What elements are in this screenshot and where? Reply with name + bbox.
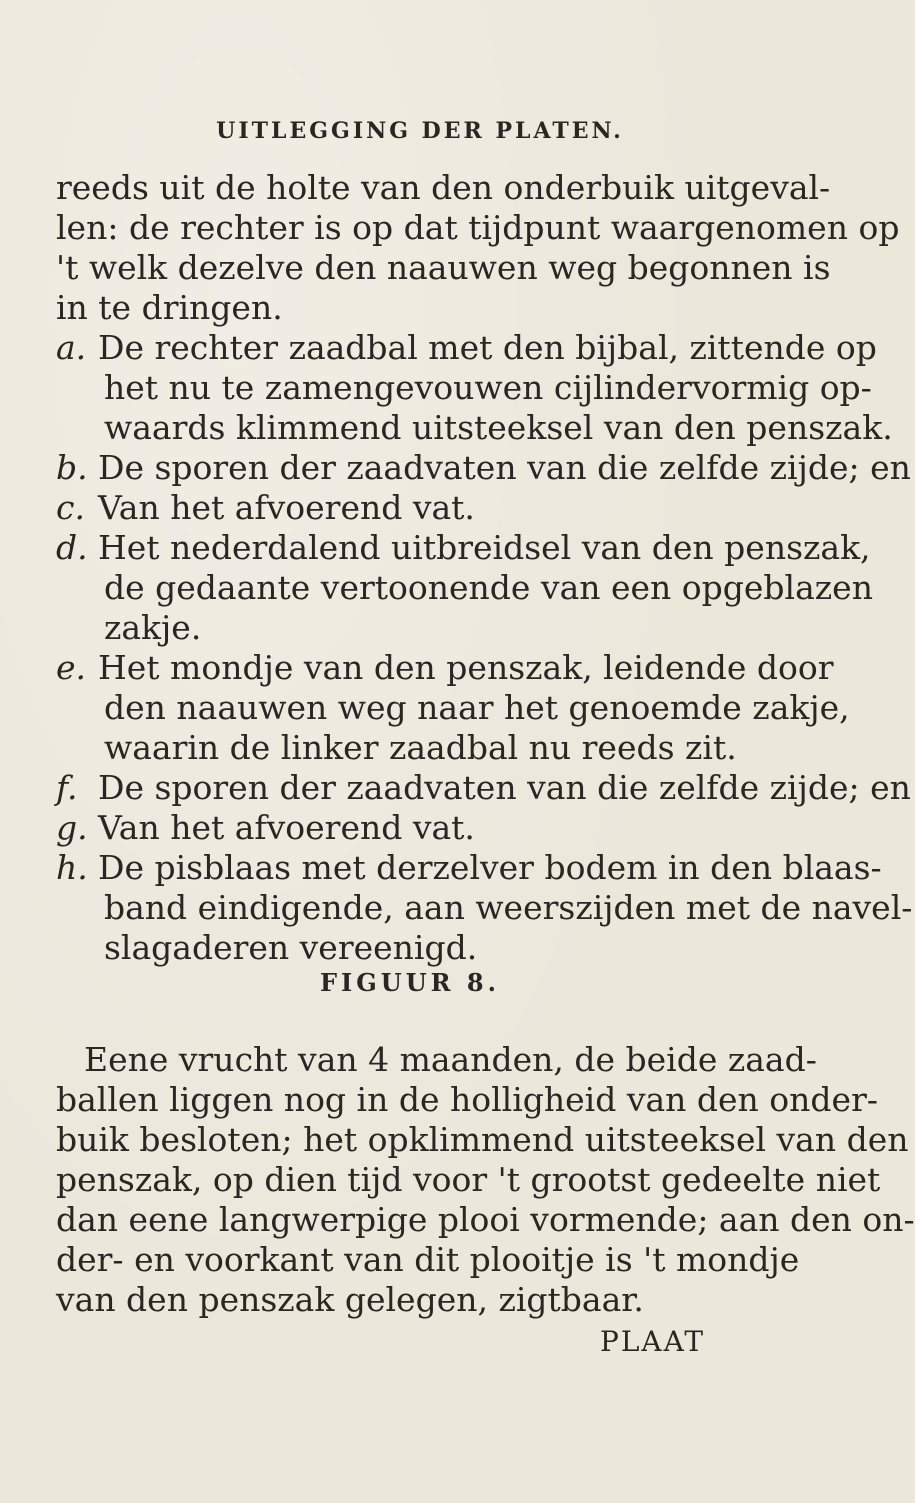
legend-text: den naauwen weg naar het genoemde zakje,	[104, 688, 850, 727]
legend-text: zakje.	[104, 608, 202, 647]
text-line: der- en voorkant van dit plooitje is 't mondje	[56, 1240, 800, 1279]
text-line: buik besloten; het opklimmend uitsteeksel van den	[56, 1120, 909, 1159]
text-line: dan eene langwerpige plooi vormende; aan den on-	[56, 1200, 915, 1239]
legend-text: De sporen der zaadvaten van die zelfde zijde; en	[98, 768, 911, 807]
legend-text: Van het afvoerend vat.	[98, 808, 475, 847]
legend-item-c	[56, 488, 776, 528]
legend-letter: h.	[56, 848, 88, 887]
legend-list	[56, 328, 913, 968]
legend-letter: f.	[56, 768, 78, 807]
intro-text	[56, 168, 900, 328]
legend-text: De rechter zaadbal met den bijbal, zittende op	[98, 328, 877, 367]
legend-text: De sporen der zaadvaten van die zelfde zijde; en	[98, 448, 911, 487]
text-line: reeds uit de holte van den onderbuik uitgeval-	[56, 168, 831, 207]
legend-text: de gedaante vertoonende van een opgeblazen	[104, 568, 873, 607]
legend-item-h	[56, 848, 882, 888]
legend-item-e	[56, 648, 834, 688]
legend-text: Het nederdalend uitbreidsel van den penszak,	[98, 528, 871, 567]
legend-item-a	[56, 328, 877, 368]
figure-heading: FIGUUR 8.	[320, 968, 500, 997]
text-line: penszak, op dien tijd voor 't grootst gedeelte niet	[56, 1160, 881, 1199]
legend-letter: d.	[56, 528, 88, 567]
legend-letter: e.	[56, 648, 87, 687]
legend-letter: g.	[56, 808, 88, 847]
text-line: ballen liggen nog in de holligheid van den onder-	[56, 1080, 879, 1119]
legend-text: De pisblaas met derzelver bodem in den blaas-	[98, 848, 882, 887]
legend-item-b	[56, 448, 911, 488]
legend-letter: c.	[56, 488, 85, 527]
legend-text: waards klimmend uitsteeksel van den penszak.	[104, 408, 893, 447]
text-line: Eene vrucht van 4 maanden, de beide zaad-	[84, 1040, 817, 1079]
legend-item-g	[56, 808, 776, 848]
text-line: van den penszak gelegen, zigtbaar.	[56, 1280, 644, 1319]
text-line: len: de rechter is op dat tijdpunt waargenomen op	[56, 208, 900, 247]
text-line: in te dringen.	[56, 288, 283, 327]
legend-text: slagaderen vereenigd.	[104, 928, 478, 967]
legend-letter: a.	[56, 328, 87, 367]
legend-item-d	[56, 528, 871, 568]
legend-text: Het mondje van den penszak, leidende door	[98, 648, 834, 687]
text-line: 't welk dezelve den naauwen weg begonnen is	[56, 248, 831, 287]
running-header: UITLEGGING DER PLATEN.	[216, 118, 624, 144]
catchword: PLAAT	[600, 1325, 706, 1358]
legend-item-f	[56, 768, 911, 808]
legend-text: het nu te zamengevouwen cijlindervormig op-	[104, 368, 872, 407]
legend-text: band eindigende, aan weerszijden met de navel-	[104, 888, 913, 927]
legend-text: Van het afvoerend vat.	[98, 488, 475, 527]
figure-paragraph	[56, 1040, 915, 1320]
legend-letter: b.	[56, 448, 88, 487]
legend-text: waarin de linker zaadbal nu reeds zit.	[104, 728, 737, 767]
